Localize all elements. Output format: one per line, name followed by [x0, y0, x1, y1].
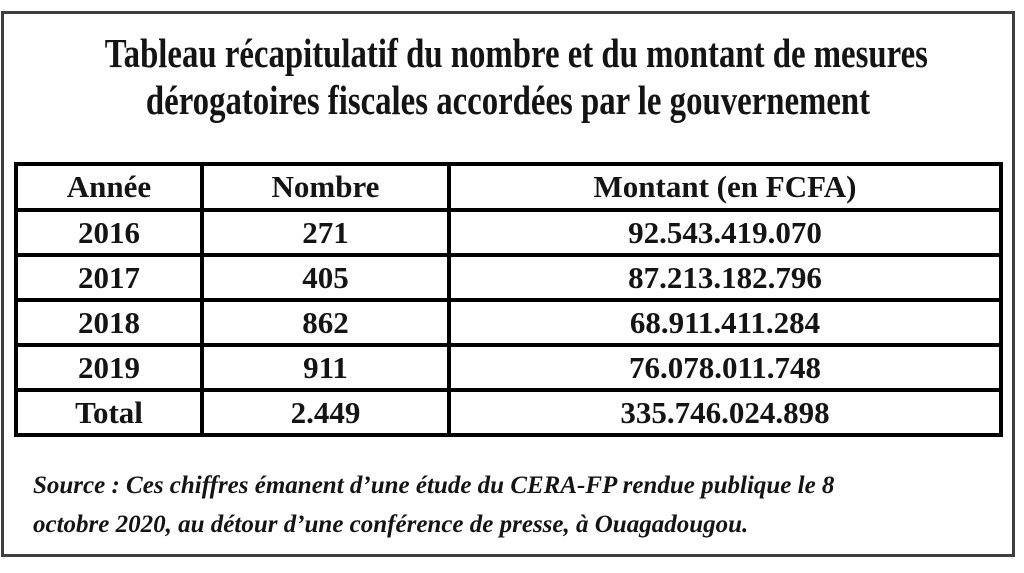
col-header-annee: Année [16, 164, 202, 210]
figure-frame [1, 11, 1015, 557]
table-row [16, 345, 1001, 390]
cell-count: 405 [202, 255, 449, 300]
col-header-montant: Montant (en FCFA) [449, 164, 1001, 210]
figure-title-line1: Tableau récapitulatif du nombre et du montant de mesures [104, 30, 928, 76]
cell-year: 2018 [16, 300, 202, 345]
col-header-nombre: Nombre [202, 164, 449, 210]
table-total-row [16, 390, 1001, 435]
cell-count: 271 [202, 210, 449, 255]
cell-amount: 76.078.011.748 [449, 345, 1001, 390]
cell-total-amount: 335.746.024.898 [449, 390, 1001, 435]
table-row [16, 300, 1001, 345]
data-table [14, 162, 1003, 437]
cell-count: 911 [202, 345, 449, 390]
source-note [33, 466, 983, 544]
cell-count: 862 [202, 300, 449, 345]
cell-year: 2017 [16, 255, 202, 300]
source-note-line1: Source : Ces chiffres émanent d’une étude du CERA-FP rendue publique le 8 [33, 472, 835, 499]
figure-title-line2: dérogatoires fiscales accordées par le gouvernement [145, 77, 871, 123]
cell-amount: 92.543.419.070 [449, 210, 1001, 255]
figure-title [4, 30, 1012, 124]
source-note-line2: octobre 2020, au détour d’une conférence de presse, à Ouagadougou. [33, 511, 749, 538]
cell-total-label: Total [16, 390, 202, 435]
cell-year: 2019 [16, 345, 202, 390]
cell-total-count: 2.449 [202, 390, 449, 435]
cell-amount: 87.213.182.796 [449, 255, 1001, 300]
cell-year: 2016 [16, 210, 202, 255]
table-row [16, 210, 1001, 255]
table-header-row [16, 164, 1001, 210]
cell-amount: 68.911.411.284 [449, 300, 1001, 345]
table-row [16, 255, 1001, 300]
